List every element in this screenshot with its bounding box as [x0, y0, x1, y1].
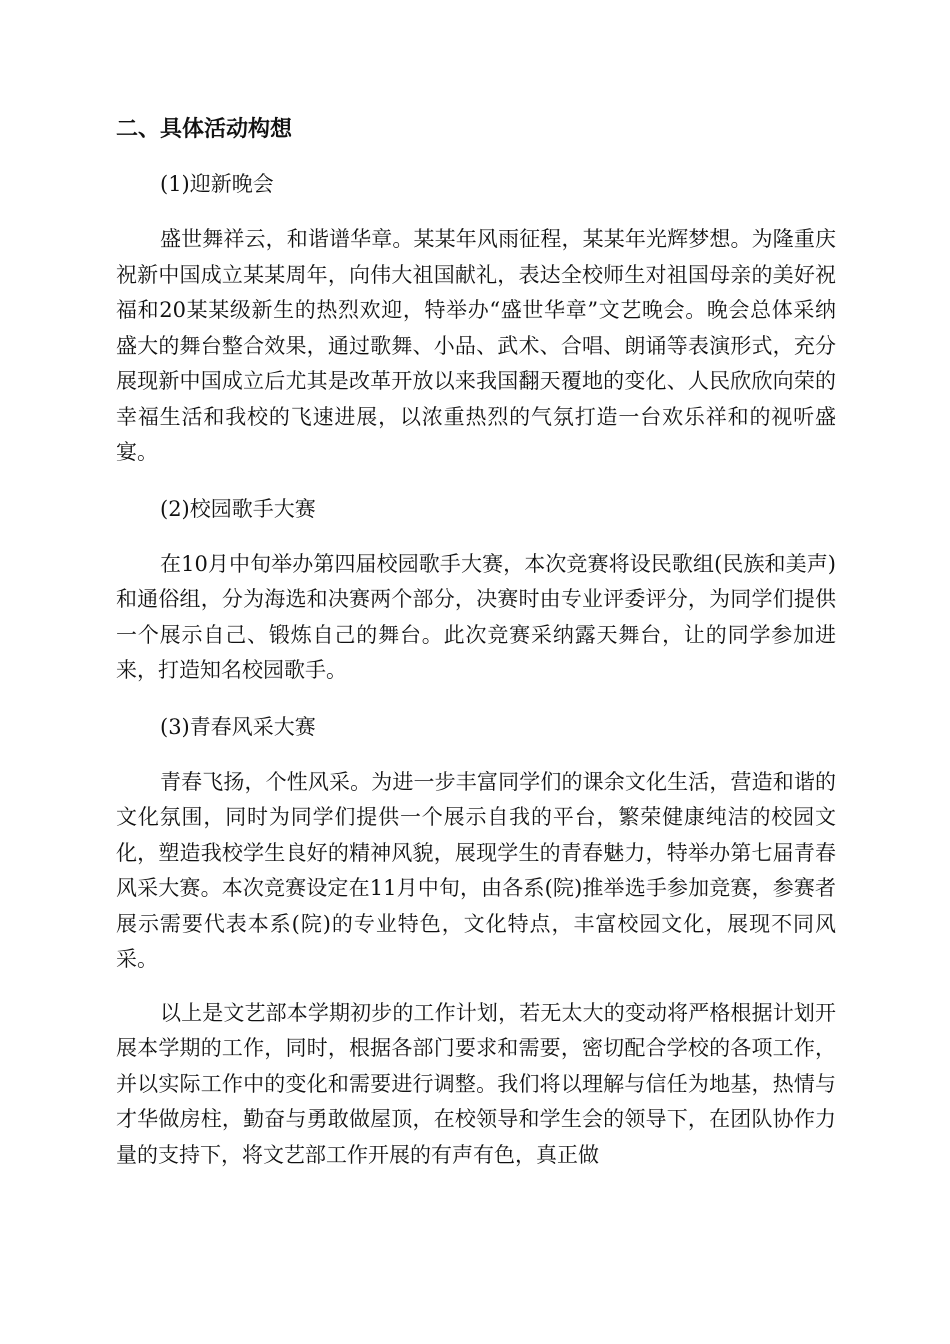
- paragraph-welcome-party: 盛世舞祥云，和谐谱华章。某某年风雨征程，某某年光辉梦想。为隆重庆祝新中国成立某某周年，向伟大祖国献礼，表达全校师生对祖国母亲的美好祝福和20某某级新生的热烈欢迎，特举办“盛世华章”文艺晚会。晚会总体采纳盛大的舞台整合效果，通过歌舞、小品、武术、合唱、朗诵等表演形式，充分展现新中国成立后尤其是改革开放以来我国翻天覆地的变化、人民欣欣向荣的幸福生活和我校的飞速进展，以浓重热烈的气氛打造一台欢乐祥和的视听盛宴。: [116, 227, 836, 464]
- paragraph-singer-contest: 在10月中旬举办第四届校园歌手大赛，本次竞赛将设民歌组(民族和美声)和通俗组，分为海选和决赛两个部分，决赛时由专业评委评分，为同学们提供一个展示自己、锻炼自己的舞台。此次竞赛采纳露天舞台，让的同学参加进来，打造知名校园歌手。: [116, 551, 836, 682]
- subsection-title-youth-contest: (3)青春风采大赛: [160, 714, 316, 739]
- subsection-title-welcome-party: (1)迎新晚会: [160, 172, 274, 196]
- section-heading: 二、具体活动构想: [116, 117, 293, 142]
- paragraph-closing: 以上是文艺部本学期初步的工作计划，若无太大的变动将严格根据计划开展本学期的工作，同时，根据各部门要求和需要，密切配合学校的各项工作，并以实际工作中的变化和需要进行调整。我们将以理解与信任为地基，热情与才华做房柱，勤奋与勇敢做屋顶，在校领导和学生会的领导下，在团队协作力量的支持下，将文艺部工作开展的有声有色，真正做: [116, 1000, 836, 1167]
- paragraph-youth-contest: 青春飞扬，个性风采。为进一步丰富同学们的课余文化生活，营造和谐的文化氛围，同时为同学们提供一个展示自我的平台，繁荣健康纯洁的校园文化，塑造我校学生良好的精神风貌，展现学生的青春魅力，特举办第七届青春风采大赛。本次竞赛设定在11月中旬，由各系(院)推举选手参加竞赛，参赛者展示需要代表本系(院)的专业特色，文化特点，丰富校园文化，展现不同风采。: [116, 769, 836, 971]
- document-page: [116, 110, 836, 1191]
- subsection-title-singer-contest: (2)校园歌手大赛: [160, 496, 316, 521]
